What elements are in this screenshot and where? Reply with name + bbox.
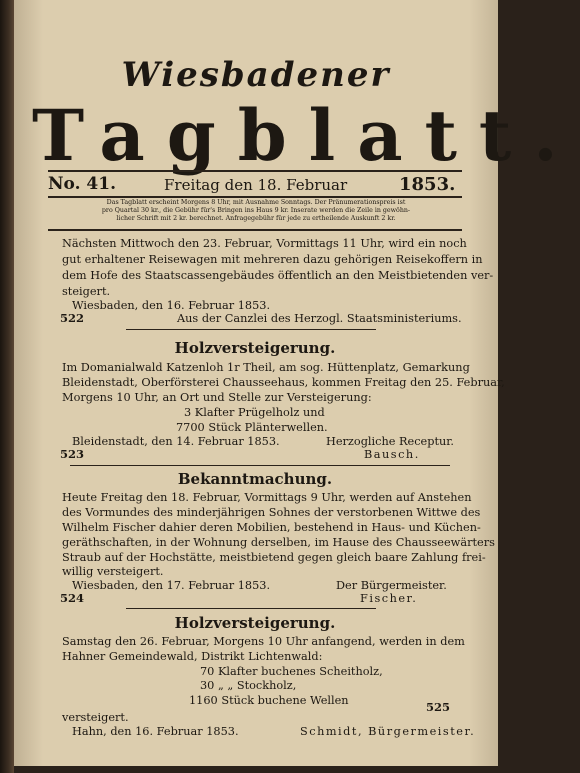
notice-text-line: Heute Freitag den 18. Februar, Vormittags 9 Uhr, werden auf Anstehen bbox=[62, 491, 472, 504]
notice-place-date: Bleidenstadt, den 14. Februar 1853. bbox=[72, 435, 280, 448]
notice-number: 525 bbox=[426, 700, 451, 714]
notice-text-line: Im Domanialwald Katzenloh 1r Theil, am sog. Hüttenplatz, Gemarkung bbox=[62, 361, 470, 374]
notice-item: 1160 Stück buchene Wellen bbox=[189, 694, 349, 707]
notice-text-line: geräthschaften, in der Wohnung derselben, im Hause des Chausseewärters bbox=[62, 536, 495, 549]
notice-number: 524 bbox=[60, 591, 85, 605]
notice-divider bbox=[70, 465, 450, 466]
header-rule-bottom bbox=[48, 196, 462, 198]
notice-signature-title: Der Bürgermeister. bbox=[336, 579, 447, 592]
notice-text-line: Hahner Gemeindewald, Distrikt Lichtenwald: bbox=[62, 650, 323, 663]
notice-signature: Schmidt, Bürgermeister. bbox=[300, 725, 476, 738]
notice-text-line: des Vormundes des minderjährigen Sohnes der verstorbenen Wittwe des bbox=[62, 506, 481, 519]
notice-signature: Aus der Canzlei des Herzogl. Staatsministeriums. bbox=[177, 312, 462, 325]
notice-text-line: Nächsten Mittwoch den 23. Februar, Vormittags 11 Uhr, wird ein noch bbox=[62, 237, 467, 250]
notice-text-line: Samstag den 26. Februar, Morgens 10 Uhr anfangend, werden in dem bbox=[62, 635, 465, 648]
issue-date: Freitag den 18. Februar bbox=[164, 176, 348, 194]
notice-heading: Bekanntmachung. bbox=[177, 470, 333, 488]
masthead-line-1: Wiesbadener bbox=[121, 55, 391, 95]
notice-place-date: Hahn, den 16. Februar 1853. bbox=[72, 725, 239, 738]
subscription-notice bbox=[50, 199, 462, 223]
notice-item: 7700 Stück Plänterwellen. bbox=[176, 421, 328, 434]
notice-item: 30 „ „ Stockholz, bbox=[200, 679, 297, 692]
notice-signature-name: Fischer. bbox=[360, 592, 418, 605]
notice-text-line: steigert. bbox=[62, 285, 111, 298]
header-rule-top bbox=[48, 170, 462, 172]
section-rule bbox=[48, 229, 462, 231]
book-binding bbox=[0, 0, 14, 773]
notice-signature-title: Herzogliche Receptur. bbox=[326, 435, 455, 448]
notice-item: 3 Klafter Prügelholz und bbox=[184, 406, 325, 419]
notice-closing: versteigert. bbox=[62, 711, 129, 724]
notice-text-line: Morgens 10 Uhr, an Ort und Stelle zur Versteigerung: bbox=[62, 391, 372, 404]
notice-text-line: willig versteigert. bbox=[62, 565, 164, 578]
notice-text-line: Wilhelm Fischer dahier deren Mobilien, bestehend in Haus- und Küchen- bbox=[62, 521, 481, 534]
notice-place-date: Wiesbaden, den 17. Februar 1853. bbox=[72, 579, 271, 592]
issue-year: 1853. bbox=[399, 174, 456, 195]
masthead-title: Tagblatt. bbox=[32, 94, 580, 177]
notice-divider bbox=[126, 608, 376, 609]
subscription-line: licher Schrift mit 2 kr. berechnet. Anfragegebühr für jede zu ertheilende Auskunft 2 kr. bbox=[116, 215, 396, 222]
notice-heading: Holzversteigerung. bbox=[174, 339, 336, 357]
notice-heading: Holzversteigerung. bbox=[174, 614, 336, 632]
subscription-line: Das Tagblatt erscheint Morgens 8 Uhr, mit Ausnahme Sonntags. Der Pränumerationspreis ist bbox=[106, 199, 406, 206]
notice-text-line: gut erhaltener Reisewagen mit mehreren dazu gehörigen Reisekoffern in bbox=[62, 253, 483, 266]
notice-number: 522 bbox=[60, 311, 85, 325]
notice-text-line: Straub auf der Hochstätte, meistbietend gegen gleich baare Zahlung frei- bbox=[62, 551, 486, 564]
subscription-line: pro Quartal 30 kr., die Gebühr für's Bringen ins Haus 9 kr. Inserate werden die Zeile in gewöhn- bbox=[101, 207, 411, 214]
notice-signature-name: Bausch. bbox=[364, 448, 420, 461]
newspaper-page bbox=[14, 0, 580, 766]
notice-text-line: dem Hofe des Staatscassengebäudes öffentlich an den Meistbietenden ver- bbox=[62, 269, 494, 282]
notice-divider bbox=[126, 329, 376, 330]
notice-number: 523 bbox=[60, 447, 85, 461]
notice-item: 70 Klafter buchenes Scheitholz, bbox=[200, 665, 383, 678]
issue-number: No. 41. bbox=[48, 174, 116, 194]
notice-place-date: Wiesbaden, den 16. Februar 1853. bbox=[72, 299, 271, 312]
notice-text-line: Bleidenstadt, Oberförsterei Chausseehaus, kommen Freitag den 25. Februar, bbox=[62, 376, 505, 389]
